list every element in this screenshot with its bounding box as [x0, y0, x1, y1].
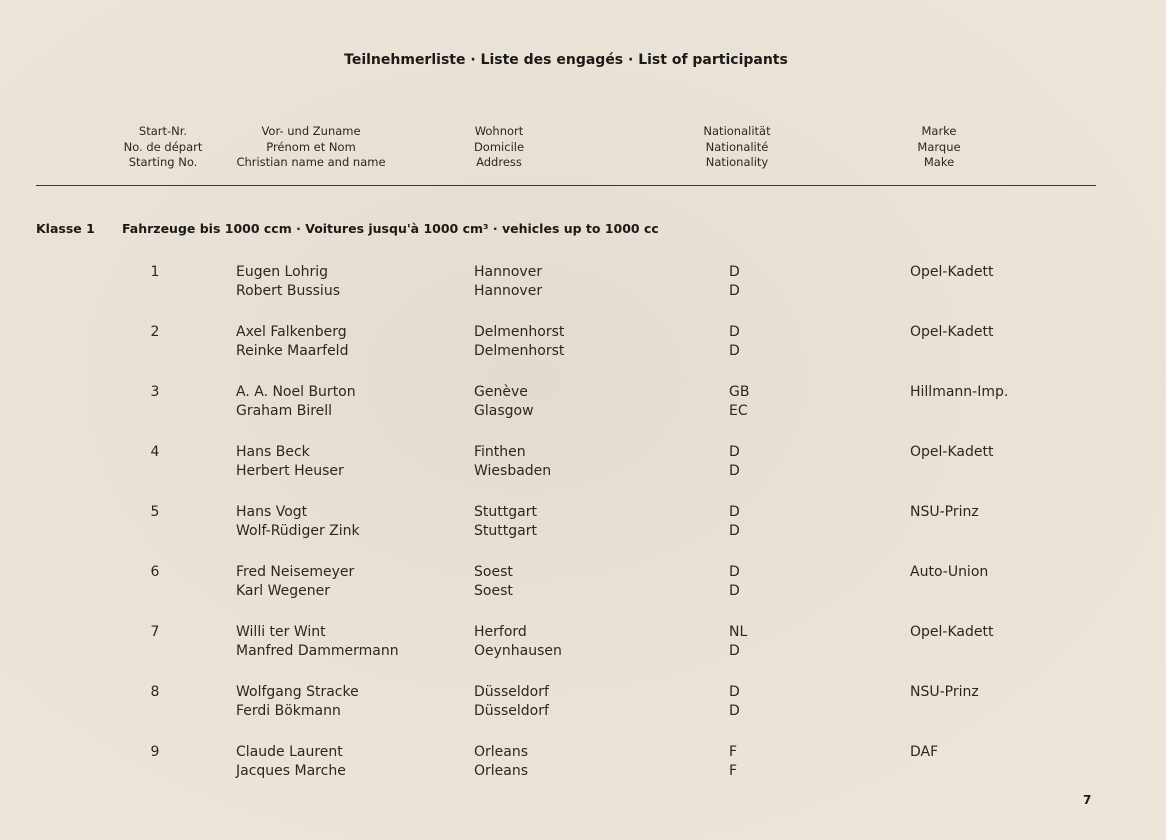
driver-addresses — [474, 443, 551, 480]
start-number: 3 — [150, 384, 160, 400]
driver-addresses — [474, 743, 528, 780]
driver-nationality: D — [729, 342, 740, 359]
driver-address: Delmenhorst — [474, 342, 565, 359]
car-make: Hillmann-Imp. — [910, 384, 1009, 400]
driver-name: Willi ter Wint — [236, 624, 326, 640]
driver-nationality: EC — [729, 402, 748, 419]
driver-nationalities — [729, 383, 749, 420]
start-number: 1 — [150, 264, 160, 280]
car-make: Opel-Kadett — [910, 264, 994, 280]
header-line: Nationalität — [703, 124, 771, 138]
driver-addresses — [474, 383, 534, 420]
driver-name: Wolf-Rüdiger Zink — [236, 522, 360, 539]
participant-entry — [0, 323, 1166, 363]
header-line: Nationality — [705, 155, 769, 169]
page-number: 7 — [1083, 793, 1092, 807]
driver-address: Stuttgart — [474, 522, 537, 539]
header-line: Marke — [921, 124, 957, 138]
driver-address: Genève — [474, 384, 528, 400]
driver-nationalities — [729, 503, 740, 540]
driver-names — [236, 683, 359, 720]
driver-address: Stuttgart — [474, 504, 537, 520]
header-divider — [36, 185, 1096, 186]
header-make — [889, 124, 989, 171]
driver-names — [236, 563, 354, 600]
car-make: NSU-Prinz — [910, 504, 979, 520]
start-number: 7 — [150, 624, 160, 640]
driver-name: Axel Falkenberg — [236, 324, 347, 340]
driver-name: Jacques Marche — [236, 762, 346, 779]
header-line: Starting No. — [128, 155, 198, 169]
start-number: 9 — [150, 744, 160, 760]
driver-nationalities — [729, 683, 740, 720]
driver-address: Wiesbaden — [474, 462, 552, 479]
participant-entry — [0, 563, 1166, 603]
start-number: 8 — [150, 684, 160, 700]
driver-nationality: D — [729, 582, 740, 599]
header-name — [226, 124, 396, 171]
driver-address: Orleans — [474, 762, 529, 779]
participant-entry — [0, 683, 1166, 723]
car-make: Opel-Kadett — [910, 444, 994, 460]
driver-names — [236, 503, 360, 540]
driver-nationality: D — [729, 642, 740, 659]
driver-name: Fred Neisemeyer — [236, 564, 355, 580]
participant-entry — [0, 443, 1166, 483]
header-line: Wohnort — [474, 124, 524, 138]
start-number: 2 — [150, 324, 160, 340]
car-make: DAF — [910, 744, 939, 760]
driver-address: Düsseldorf — [474, 702, 549, 719]
driver-name: Karl Wegener — [236, 582, 330, 599]
header-nationality — [682, 124, 792, 171]
header-line: Address — [476, 155, 522, 169]
driver-nationality: D — [729, 264, 740, 280]
driver-name: Claude Laurent — [236, 744, 343, 760]
driver-address: Herford — [474, 624, 527, 640]
driver-name: Hans Beck — [236, 444, 310, 460]
car-make: Opel-Kadett — [910, 624, 994, 640]
participant-entry — [0, 383, 1166, 423]
driver-nationality: D — [729, 684, 740, 700]
driver-nationality: F — [729, 762, 738, 779]
driver-name: Ferdi Bökmann — [236, 702, 341, 719]
start-number: 6 — [150, 564, 160, 580]
driver-address: Glasgow — [474, 402, 534, 419]
header-line: Marque — [917, 139, 961, 154]
driver-name: Wolfgang Stracke — [236, 684, 359, 700]
header-line: Start-Nr. — [138, 124, 188, 138]
header-line: Domicile — [473, 139, 525, 154]
driver-addresses — [474, 563, 513, 600]
driver-addresses — [474, 323, 564, 360]
header-line: No. de départ — [123, 139, 203, 154]
driver-nationality: D — [729, 462, 740, 479]
driver-nationality: D — [729, 504, 740, 520]
driver-nationality: GB — [729, 384, 750, 400]
driver-address: Delmenhorst — [474, 324, 565, 340]
header-line: Make — [923, 155, 955, 169]
driver-address: Hannover — [474, 282, 543, 299]
driver-names — [236, 743, 346, 780]
driver-address: Oeynhausen — [474, 642, 562, 659]
header-line: Vor- und Zuname — [261, 124, 361, 138]
driver-names — [236, 623, 399, 660]
driver-nationality: NL — [729, 624, 748, 640]
driver-addresses — [474, 623, 562, 660]
driver-nationalities — [729, 623, 747, 660]
driver-name: Hans Vogt — [236, 504, 308, 520]
driver-address: Finthen — [474, 444, 526, 460]
driver-nationality: D — [729, 702, 740, 719]
driver-names — [236, 323, 348, 360]
class-label: Klasse 1 — [36, 221, 95, 236]
driver-nationalities — [729, 323, 740, 360]
driver-addresses — [474, 263, 542, 300]
car-make: Auto-Union — [910, 564, 989, 580]
driver-nationalities — [729, 563, 740, 600]
driver-nationalities — [729, 263, 740, 300]
driver-addresses — [474, 683, 549, 720]
header-line: Nationalité — [705, 139, 769, 154]
driver-address: Soest — [474, 582, 513, 599]
driver-nationalities — [729, 743, 737, 780]
driver-nationality: D — [729, 564, 740, 580]
driver-nationality: F — [729, 744, 738, 760]
header-start-no — [100, 124, 226, 171]
header-address — [449, 124, 549, 171]
car-make: Opel-Kadett — [910, 324, 994, 340]
driver-address: Düsseldorf — [474, 684, 549, 700]
driver-name: Manfred Dammermann — [236, 642, 399, 659]
driver-name: Herbert Heuser — [236, 462, 344, 479]
driver-names — [236, 263, 340, 300]
driver-address: Soest — [474, 564, 513, 580]
driver-nationality: D — [729, 444, 740, 460]
header-line: Christian name and name — [236, 155, 386, 169]
participant-entry — [0, 743, 1166, 783]
driver-name: A. A. Noel Burton — [236, 384, 356, 400]
start-number: 4 — [150, 444, 160, 460]
driver-address: Hannover — [474, 264, 543, 280]
driver-nationality: D — [729, 282, 740, 299]
class-description: Fahrzeuge bis 1000 ccm · Voitures jusqu'à 1000 cm³ · vehicles up to 1000 cc — [122, 221, 659, 236]
participant-entry — [0, 623, 1166, 663]
driver-address: Orleans — [474, 744, 529, 760]
driver-names — [236, 383, 356, 420]
car-make: NSU-Prinz — [910, 684, 979, 700]
driver-nationality: D — [729, 324, 740, 340]
driver-name: Graham Birell — [236, 402, 333, 419]
driver-name: Eugen Lohrig — [236, 264, 329, 280]
driver-nationality: D — [729, 522, 740, 539]
driver-addresses — [474, 503, 537, 540]
header-line: Prénom et Nom — [266, 139, 356, 154]
participant-entry — [0, 503, 1166, 543]
driver-name: Reinke Maarfeld — [236, 342, 349, 359]
driver-nationalities — [729, 443, 740, 480]
driver-names — [236, 443, 344, 480]
page-title: Teilnehmerliste · Liste des engagés · List of participants — [344, 52, 788, 68]
driver-name: Robert Bussius — [236, 282, 340, 299]
start-number: 5 — [150, 504, 160, 520]
participant-entry — [0, 263, 1166, 303]
